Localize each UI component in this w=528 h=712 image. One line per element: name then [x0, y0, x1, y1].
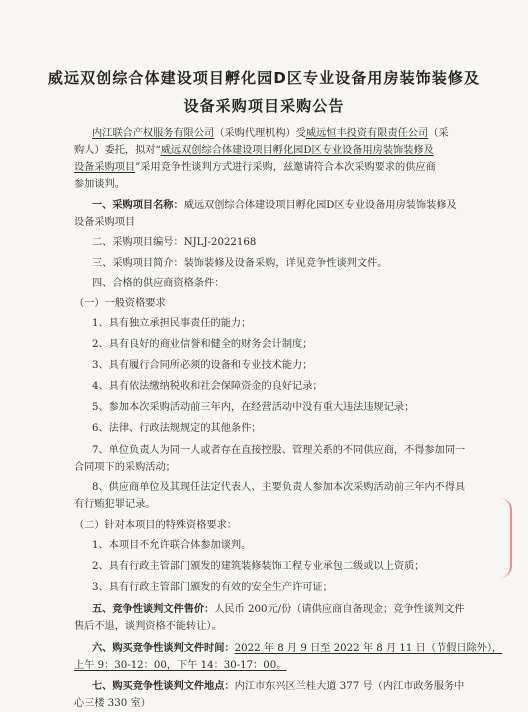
general-item-1: 1、具有独立承担民事责任的能力；	[92, 318, 252, 329]
sec3-value: 装饰装修及设备采购，详见竞争性谈判文件。	[183, 258, 388, 269]
special-heading: （二）针对本项目的特殊资格要求：	[74, 520, 237, 531]
special-item-3: 3、具有行政主管部门颁发的有效的安全生产许可证；	[92, 582, 333, 593]
intro-line-3	[74, 161, 436, 174]
sec5-line-2: 售后不退，谈判资格不能转让）。	[74, 621, 222, 632]
special-item-2: 2、具有行政主管部门颁发的建筑装修装饰工程专业承包二级或以上资质；	[92, 561, 425, 572]
purchaser-name: 威远恒丰投资有限责任公司	[305, 128, 429, 139]
sec4-heading: 四、合格的供应商资格条件：	[92, 278, 225, 289]
general-item-8b: 有行贿犯罪记录。	[74, 499, 156, 510]
sec5-line-1	[92, 603, 465, 616]
project-name-part2: 设备采购项目	[74, 162, 136, 173]
sec3	[92, 257, 387, 270]
sec7-line-1	[92, 680, 464, 693]
special-item-1: 1、本项目不允许联合体参加谈判。	[92, 540, 252, 551]
intro-line-4: 参加谈判。	[74, 179, 125, 190]
general-item-4: 4、具有依法缴纳税收和社会保障资金的良好记录；	[92, 381, 323, 392]
sec2-value: NJLJ-2022168	[183, 237, 257, 248]
sec5-label: 五、竞争性谈判文件售价：	[92, 604, 215, 615]
sec6-value-a: 2022 年 8 月 9 日至 2022 年 8 月 11 日（节假日除外），	[234, 643, 503, 654]
agency-role: （采购代理机构）受	[214, 128, 306, 139]
title-line-1: 威远双创综合体建设项目孵化园D区专业设备用房装饰装修及	[47, 69, 481, 87]
project-name-part1: 威远双创综合体建设项目孵化园D区专业设备用房装饰装修及	[160, 145, 434, 156]
general-item-7a: 7、单位负责人为同一人或者存在直接控股、管理关系的不同供应商，不得参加同一	[92, 445, 466, 456]
general-item-3: 3、具有履行合同所必须的设备和专业技术能力；	[92, 360, 313, 371]
sec6-line-1	[92, 642, 502, 655]
sec3-label: 三、采购项目简介：	[92, 258, 184, 269]
sec6-label: 六、购买竞争性谈判文件时间：	[92, 643, 235, 654]
general-heading: （一）一般资格要求	[74, 298, 166, 309]
intro-line-2	[74, 144, 434, 157]
sec1-line-1	[92, 199, 457, 212]
general-item-5: 5、参加本次采购活动前三年内，在经营活动中没有重大违法违规记录；	[92, 402, 415, 413]
general-item-6: 6、法律、行政法规规定的其他条件；	[92, 423, 262, 434]
sec1-value-a: 威远双创综合体建设项目孵化园D区专业设备用房装饰装修及	[183, 200, 457, 211]
intro-rest-a: ”采用竞争性谈判方式进行采购，兹邀请符合本次采购要求的供应商	[135, 162, 436, 173]
sec7-label: 七、购买竞争性谈判文件地点：	[92, 681, 235, 692]
sec5-value-a: 人民币 200元/份（请供应商自备现金；竞争性谈判文件	[214, 604, 465, 615]
margin-pen-mark	[500, 498, 512, 578]
sec1-label: 一、采购项目名称：	[92, 200, 184, 211]
sec7-value-a: 内江市东兴区兰桂大道 377 号（内江市政务服务中	[234, 681, 465, 692]
general-item-7b: 合同项下的采购活动；	[74, 462, 176, 473]
sec6-line-2: 上午 9：30-12：00，下午 14：30-17：00。	[74, 660, 287, 671]
sec2	[92, 236, 256, 249]
general-item-8a: 8、供应商单位及其现任法定代表人、主要负责人参加本次采购活动前三年内不得具	[92, 482, 466, 493]
purchaser-role-b: 购人）委托，拟对“	[74, 145, 161, 156]
sec1-line-2: 设备采购项目	[74, 217, 136, 228]
general-item-2: 2、具有良好的商业信誉和健全的财务会计制度；	[92, 339, 313, 350]
intro-line-1	[92, 127, 449, 140]
agency-name: 内江联合产权服务有限公司	[92, 128, 215, 139]
sec7-line-2: 心三楼 330 室）	[74, 698, 151, 709]
title-line-2: 设备采购项目采购公告	[183, 97, 345, 115]
purchaser-role-a: （采	[428, 128, 449, 139]
sec2-label: 二、采购项目编号：	[92, 237, 184, 248]
